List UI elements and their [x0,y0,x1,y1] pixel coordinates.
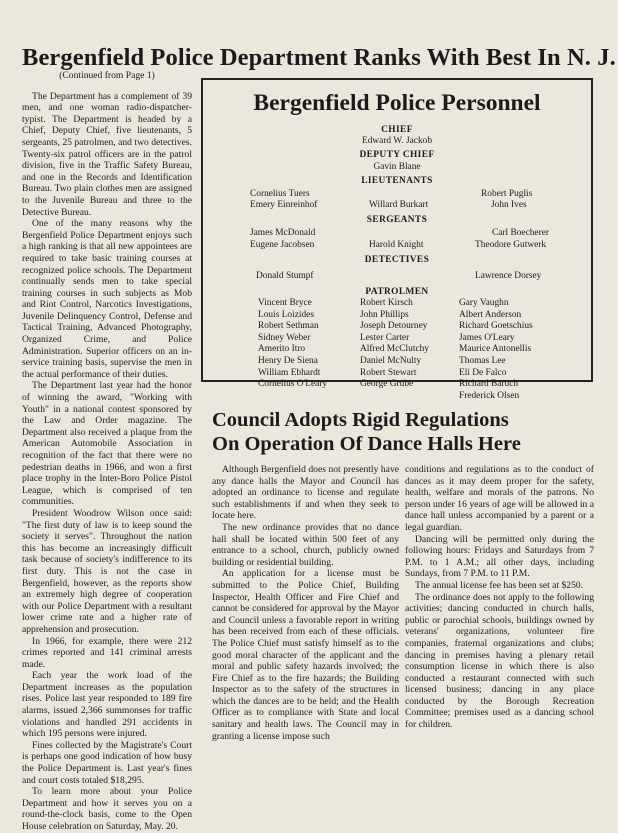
patrolman-name: Louis Loizides [258,309,314,320]
council-column-1 [212,464,399,742]
patrolman-name: George Grube [360,379,414,390]
patrolman-name: James O'Leary [459,332,515,343]
article-paragraph: The ordinance does not apply to the following activities; dancing conducted in church halls, public or parochial schools, buildings owned by veterans' organizations, volunteer fire companies, fraternal organizations and clubs; dancing in premises having a plenary retail consumption license in which there is also conducted a restaurant connected with such licensed business; dancing in any place conducted by the Borough Recreation Committee; premises used as a dancing school for children. [405,591,594,731]
lieutenant-name: Emery Einreinhof [250,200,318,210]
personnel-title: Bergenfield Police Personnel [253,90,541,116]
article-paragraph: The new ordinance provides that no dance hall shall be located within 500 feet of any entrance to a school, church, publicly owned building or residential building. [212,521,399,568]
article-paragraph: Dancing will be permitted only during the following hours: Fridays and Saturdays from 7 P.M. to 1 A.M.; all other days, including Sundays, from 7 P.M. to 11 P.M. [405,533,594,580]
patrolmen-column-3 [459,298,533,402]
council-headline [212,408,592,456]
article-paragraph: The Department last year had the honor of winning the award, "Working with Youth" in a national contest sponsored by the Law and Order magazine. The Department also received a plaque from the American Automobile Association in recognition of the fact that there were no pedestrian deaths in 1966, and won a first place trophy in the Inter-Boro Police Pistol League, which is comprised of ten communities. [22,380,192,508]
chief-name: Edward W. Jackob [361,136,433,146]
detectives-heading: DETECTIVES [364,255,430,265]
detective-name: Donald Stumpf [256,271,314,281]
article-paragraph: One of the many reasons why the Bergenfield Police Department enjoys such a high ranking is that all new appointees are required to take basic training courses at recognized police schools. The Department continually sends men to take special training courses in such subjects as Mob and Riot Control, Narcotics Investigations, Juvenile Delinquency Control, Defense and Tactical Training, Advanced Photography, Organized Crime, and Police Administration. Superior officers on an in-service training basis, supervise the men in the actual performance of their duties. [22,218,192,380]
patrolman-name: Robert Kirsch [360,298,413,308]
deputy-chief-heading: DEPUTY CHIEF [359,150,435,160]
patrolman-name: Richard Baruch [459,379,519,390]
article-paragraph: Although Bergenfield does not presently have any dance halls the Mayor and Council has adopted an ordinance to license and regulate such establishments if and when they seek to locate here. [212,464,399,522]
lieutenant-name: Willard Burkart [369,200,429,210]
article-paragraph: President Woodrow Wilson once said: "The first duty of law is to keep sound the society it serves". Throughout the nation this has become an increasingly difficult task because of society's indifference to its first duty. This is not the case in Bergenfield, however, as the reports show an extremely high degree of cooperation with our Police Department with a resultant lower crime rate and a higher rate of apprehension and prosecution. [22,507,192,635]
sergeant-name: Eugene Jacobsen [250,240,315,250]
detective-name: Lawrence Dorsey [475,271,542,281]
patrolmen-heading: PATROLMEN [365,287,429,297]
patrolman-name: Sidney Weber [258,332,311,343]
patrolman-name: William Ebhardt [258,367,321,378]
sergeant-name: James McDonald [250,228,316,238]
council-column-2 [405,464,594,731]
article-paragraph: The Department has a complement of 39 men, and one woman radio-dispatcher-typist. The Department is headed by a Chief, Deputy Chief, five lieutenants, 5 sergeants, 25 patrolmen, and two detectives. Twenty-six patrol officers are in the patrol division, five in the Traffic Safety Bureau, and one in the Records and Identification Bureau. Two plain clothes men are assigned to the Juvenile Bureau and three to the Detective Bureau. [22,90,192,218]
sergeants-heading: SERGEANTS [366,215,428,225]
article-paragraph: Fines collected by the Magistrate's Court is perhaps one good indication of how busy the Police Department is. Last year's fines and court costs totaled $18,295. [22,739,192,786]
lieutenants-heading: LIEUTENANTS [361,176,433,186]
council-headline-line: Council Adopts Rigid Regulations [212,409,509,431]
lieutenant-name: John Ives [491,200,527,210]
patrolman-name: Lester Carter [360,332,410,343]
continued-note: (Continued from Page 1) [59,70,155,81]
patrolman-name: Maurice Antonellis [459,344,532,355]
patrolman-name: Richard Goetschius [459,321,533,332]
patrolman-name: Cornelius O'Leary [258,379,328,390]
patrolmen-column-2 [360,298,429,391]
patrolman-name: Eli De Falco [459,367,507,378]
article-paragraph: conditions and regulations as to the conduct of dances as it may deem proper for the safety, health, welfare and morals of the patrons. No person under 16 years of age will be allowed in a dance hall unless accompanied by a parent or a legal guardian. [405,464,594,533]
patrolman-name: Thomas Lee [459,355,506,366]
patrolman-name: Amerito Itro [258,344,306,355]
patrolman-name: Robert Sethman [258,321,319,332]
patrolman-name: Albert Anderson [459,309,522,320]
article-paragraph: In 1966, for example, there were 212 crimes reported and 141 criminal arrests made. [22,635,192,670]
article-paragraph: To learn more about your Police Department and how it serves you on a round-the-clock basis, come to the Open House celebration on Saturday, May. 20. [22,786,192,832]
personnel-box [201,78,593,401]
council-headline-line: On Operation Of Dance Halls Here [212,433,521,455]
patrolmen-column-1 [258,298,327,391]
patrolman-name: Frederick Olsen [459,390,520,401]
patrolman-name: Robert Stewart [360,367,417,378]
patrolman-name: Henry De Siena [258,355,318,366]
patrolman-name: Daniel McNulty [360,355,422,366]
article-paragraph: Each year the work load of the Department increases as the population rises. Police last year responded to 189 fire alarms, issued 2,366 summonses for traffic violations and handled 291 accidents in which 195 persons were injured. [22,670,192,740]
chief-heading: CHIEF [381,125,413,135]
lieutenant-name: Robert Puglis [481,189,533,199]
patrolman-name: Alfred McClutchy [360,344,429,355]
page-headline: Bergenfield Police Department Ranks With Best In N. J. [22,44,616,71]
patrolman-name: Gary Vaughn [459,298,509,308]
patrolman-name: Vincent Bryce [258,298,312,308]
left-article-column [22,70,192,833]
sergeant-name: Carl Boecherer [492,228,550,238]
patrolman-name: John Phillips [360,309,409,320]
article-paragraph: An application for a license must be submitted to the Police Chief, Building Inspector, Health Officer and Fire Chief and cannot be considered for approval by the Mayor and Council unless a favorable report in writing has been received from each of these officials. The Police Chief must satisfy himself as to the good moral character of the applicant and the moral and public safety hazards involved; the Fire Chief as to the fire hazards; the Building Inspector as to the safety of the structures in which the dances are to be held; and the Health Officer as to compliance with State and local sanitary and health laws. The Council may in granting a license impose such [212,568,399,742]
patrolman-name: Joseph Detourney [360,321,428,332]
sergeant-name: Harold Knight [369,240,424,250]
lieutenant-name: Cornelius Tuers [250,189,310,199]
deputy-chief-name: Gavin Blane [373,162,421,172]
sergeant-name: Theodore Gutwerk [475,240,547,250]
article-paragraph: The annual license fee has been set at $250. [415,579,584,591]
